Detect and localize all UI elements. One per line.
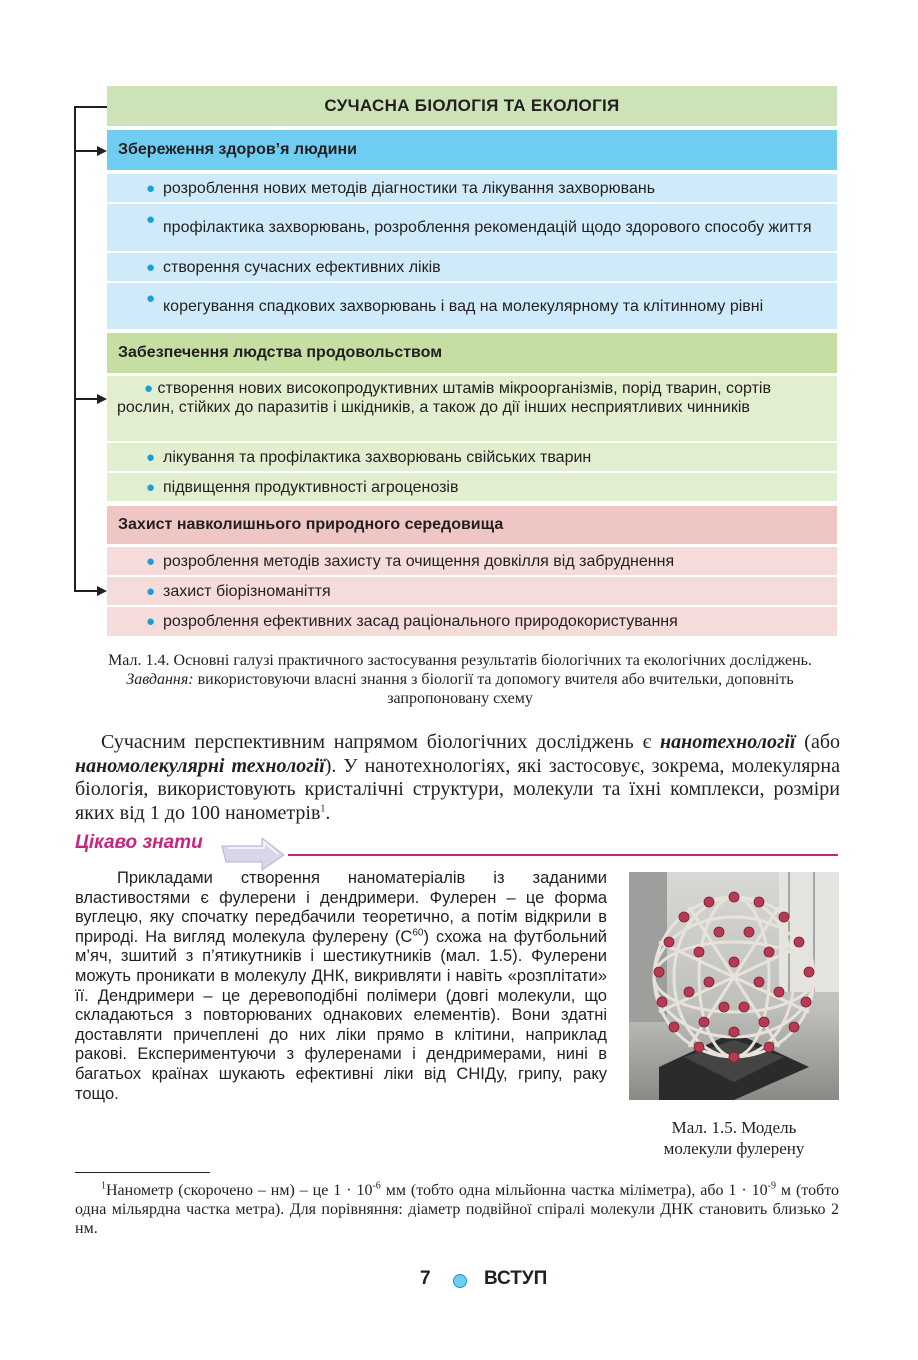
- footnote: $^1$Нанометр (скорочено – нм) – це $1 \cdot 10^{-6}$ мм (тобто одна мільйонна частка міліметра), або $1 \cdot 10^{-9}$ м (тобто одна мільярдна частка метра). Для порівняння: діаметр подвійної спіралі молекули ДНК становить близько 2 нм.: [75, 1180, 839, 1237]
- env-item: ● захист біорізноманіття: [107, 577, 837, 605]
- bullet-icon: ●: [146, 179, 156, 197]
- bullet-icon: ●: [146, 448, 156, 466]
- arrow-env-icon: [97, 586, 107, 596]
- scheme-bracket-vertical: [74, 106, 76, 591]
- health-item: ● профілактика захворювань, розроблення рекомендацій щодо здорового способу життя: [107, 204, 837, 251]
- scheme-title: СУЧАСНА БІОЛОГІЯ ТА ЕКОЛОГІЯ: [107, 86, 837, 126]
- env-item: ● розроблення ефективних засад раціонального природокористування: [107, 607, 837, 636]
- dot-icon: [453, 1274, 467, 1288]
- biology-scheme: [0, 0, 918, 650]
- footnote-rule: [75, 1172, 210, 1173]
- food-item: ● створення нових високопродуктивних штамів мікроорганізмів, порід тварин, сортів рослин, стійких до паразитів і шкідників, а також до дії інших несприятливих чинників: [107, 376, 837, 441]
- health-item: ● створення сучасних ефективних ліків: [107, 253, 837, 281]
- section-name: ВСТУП: [484, 1268, 548, 1289]
- category-env-heading: Захист навколишнього природного середовища: [107, 506, 837, 544]
- category-food-heading: Забезпечення людства продовольством: [107, 333, 837, 373]
- fullerene-model-photo: [629, 872, 839, 1100]
- did-you-know-rule: [288, 854, 838, 856]
- page-number: 7: [420, 1268, 431, 1289]
- scheme-connector-env: [74, 590, 98, 592]
- food-item: ● підвищення продуктивності агроценозів: [107, 473, 837, 501]
- arrow-health-icon: [97, 146, 107, 156]
- nanotech-paragraph: Сучасним перспективним напрямом біологічних досліджень є нанотехнології (або наномолекулярні технології). У нанотехнологіях, які застосовує, зокрема, молекулярна біологія, використовують кристалічні структури, молекули та їхні комплекси, розміри яких від 1 до 100 нанометрів$^1$.: [75, 731, 840, 824]
- bullet-icon: ●: [146, 478, 156, 496]
- bullet-icon: ●: [146, 211, 156, 228]
- did-you-know-arrow-icon: [218, 836, 290, 872]
- scheme-connector-food: [74, 398, 98, 400]
- food-item: ● лікування та профілактика захворювань свійських тварин: [107, 443, 837, 471]
- page-footer: [0, 1268, 918, 1294]
- scheme-connector-health: [74, 150, 98, 152]
- bullet-icon: ●: [144, 380, 154, 397]
- health-item: ● розроблення нових методів діагностики та лікування захворювань: [107, 174, 837, 202]
- bullet-icon: ●: [146, 290, 156, 307]
- health-item: ● корегування спадкових захворювань і вад на молекулярному та клітинному рівні: [107, 283, 837, 329]
- env-item: ● розроблення методів захисту та очищення довкілля від забруднення: [107, 547, 837, 575]
- did-you-know-title: Цікаво знати: [75, 832, 203, 853]
- bullet-icon: ●: [146, 613, 156, 630]
- bullet-icon: ●: [146, 552, 156, 570]
- arrow-food-icon: [97, 394, 107, 404]
- bullet-icon: ●: [146, 582, 156, 600]
- figure-1-4-caption: Мал. 1.4. Основні галузі практичного застосування результатів біологічних та екологічних досліджень. Завдання: використовуючи власні знання з біології та допомогу вчителя або вчительки, доповніть запропоновану схему: [108, 652, 812, 707]
- category-health-heading: Збереження здоров’я людини: [107, 130, 837, 170]
- did-you-know-text: Прикладами створення наноматеріалів із заданими властивостями є фулерени і дендримери. Фулерен – це форма вуглецю, яку спочатку передбачили теоретично, а потім відкрили в природі. На вигляд молекула фулерену $(С^{60})$ схожа на футбольний м’яч, зшитий з п’ятикутників і шестикутників (мал. 1.5). Фулерени можуть проникати в молекулу ДНК, викривляти і навіть «розплітати» її. Дендримери – це деревоподібні полімери (довгі молекули, що складаються з повторюваних однакових елементів). Вони здатні доставляти причеплені до них ліки прямо в клітини, наприклад ракові. Експериментуючи з фулеренами і дендримерами, нині в багатьох країнах шукають ефективні ліки від СНІДу, грипу, раку тощо.: [75, 869, 607, 1103]
- figure-1-5-caption: Мал. 1.5. Модель молекули фулерену: [663, 1118, 805, 1158]
- bullet-icon: ●: [146, 258, 156, 276]
- scheme-bracket-top: [74, 106, 107, 108]
